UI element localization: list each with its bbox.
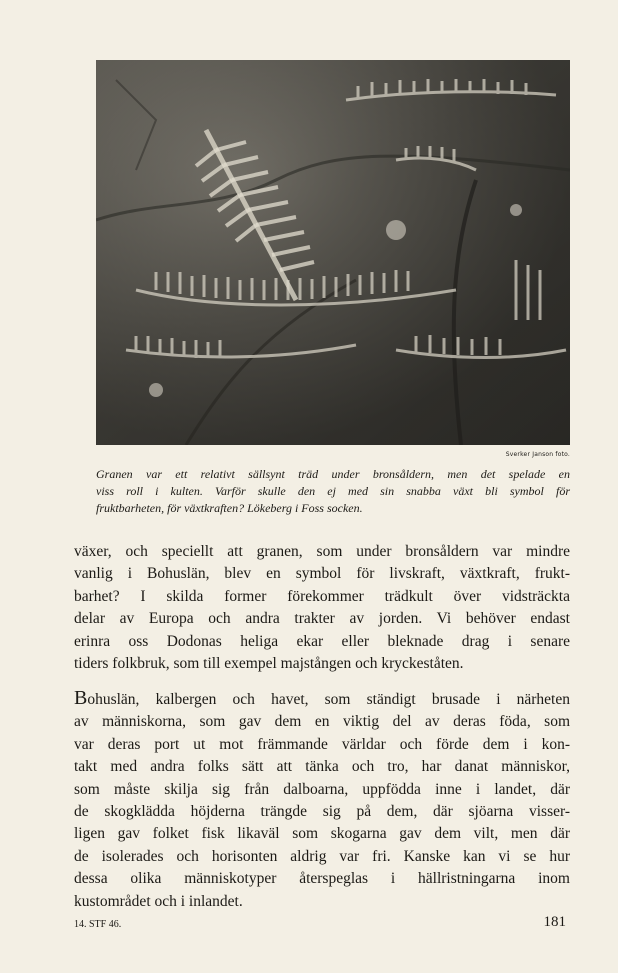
caption-line: Granen var ett relativt sällsynt träd under bronsåldern, men det spelade en [96,467,570,481]
caption-line: viss roll i kulten. Varför skulle den ej med sin snabba växt bli symbol för [96,484,570,498]
text-line: ligen gav folket fisk likaväl som skogarna gav dem vilt, men där [74,825,570,843]
caption-line: fruktbarheten, för växtkraften? Lökeberg i Foss socken. [96,501,363,515]
text-line: kustområdet och i inlandet. [74,892,243,910]
page-number: 181 [543,914,566,930]
text-line: tiders folkbruk, som till exempel majstången och kryckeståten. [74,655,464,673]
text-line: barhet? I skilda former förekommer trädkult över vidsträckta [74,587,570,605]
text-line-first [74,687,570,711]
drop-initial: B [74,687,88,709]
paragraph-1 [74,541,570,675]
text-line: de isolerades och horisonten aldrig var fri. Kanske kan vi se hur [74,847,570,865]
text-line: som måste skilja sig från dalboarna, uppfödda inne i landet, där [74,780,570,798]
first-line-rest: ohuslän, kalbergen och havet, som ständigt brusade i närheten [87,691,570,708]
text-line: dessa olika människotyper återspeglas i hällristningarna inom [74,870,570,888]
photo-caption [96,466,570,517]
text-line: delar av Europa och andra trakter av jorden. Vi behöver endast [74,610,570,628]
photo-credit: Sverker Janson foto. [505,451,570,458]
text-line: av människorna, som gav dem en viktig del av deras föda, som [74,713,570,731]
text-line: vanlig i Bohuslän, blev en symbol för livskraft, växtkraft, frukt- [74,565,570,583]
text-line: var deras port ut mot främmande världar och förde dem i kon- [74,735,570,753]
text-line: de skogklädda höjderna trängde sig på dem, där sjöarna visser- [74,803,570,821]
text-line: takt med andra folks sätt att tänka och tro, har danat människor, [74,758,570,776]
text-line: erinra oss Dodonas heliga ekar eller bleknade drag i senare [74,632,570,650]
text-line: växer, och speciellt att granen, som under bronsåldern var mindre [74,543,570,560]
rock-carving-photo [96,60,570,445]
printer-signature: 14. STF 46. [74,919,122,930]
rock-carving-image [96,60,570,445]
paragraph-2 [74,687,570,913]
